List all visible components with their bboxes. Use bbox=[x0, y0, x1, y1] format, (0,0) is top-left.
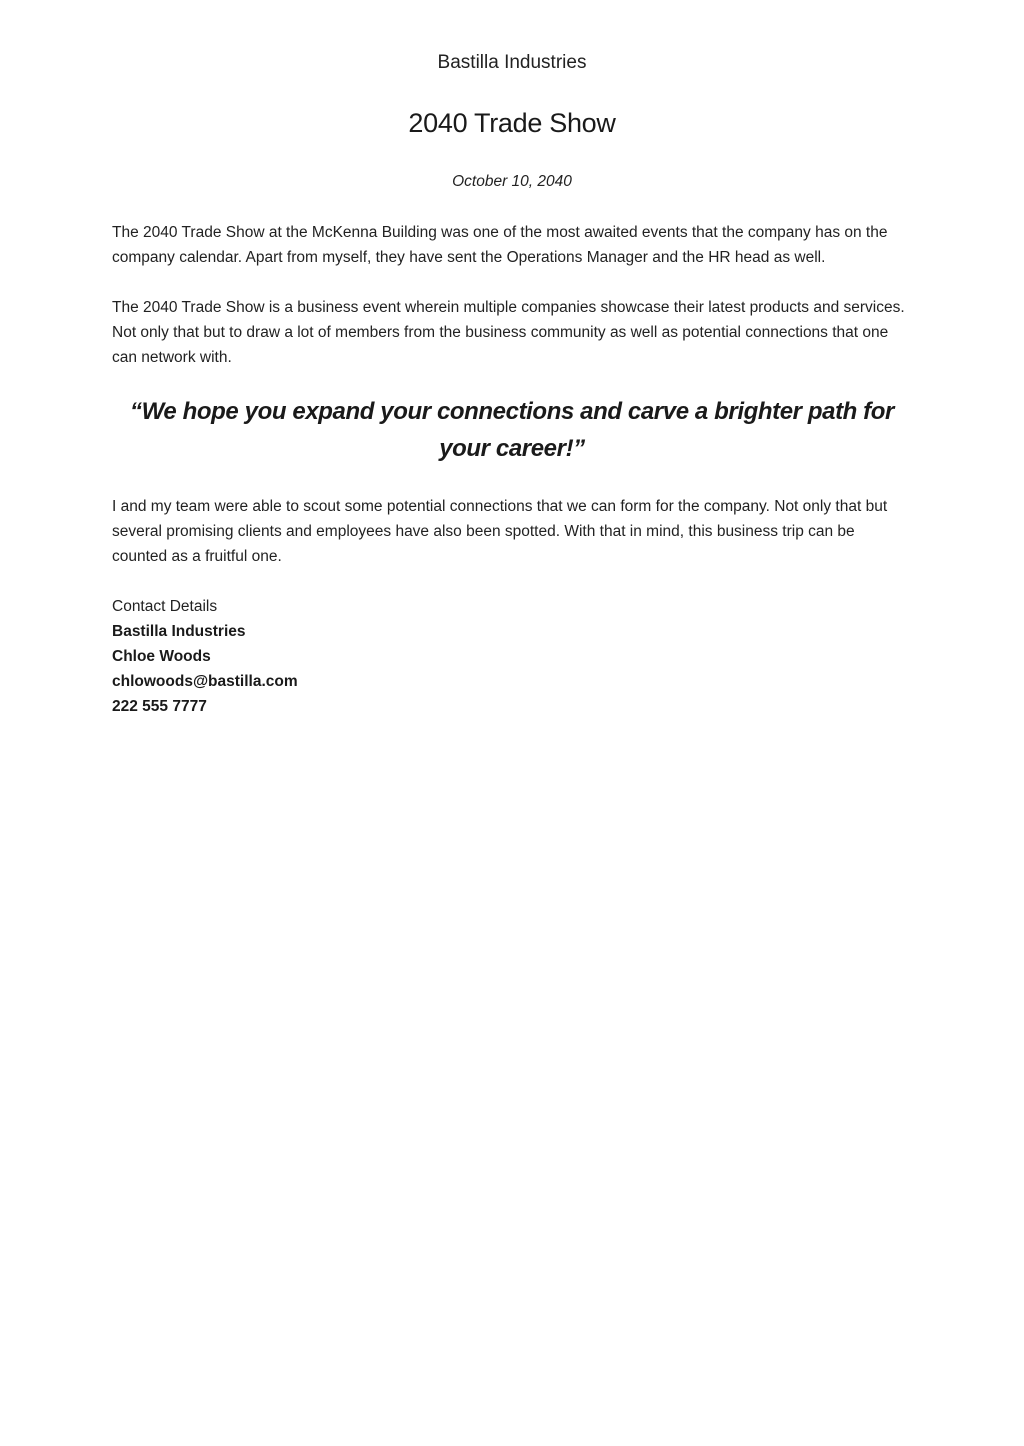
contact-phone: 222 555 7777 bbox=[112, 698, 207, 715]
body-paragraph-1: The 2040 Trade Show at the McKenna Building was one of the most awaited events that the company has on the company calendar. Apart from myself, they have sent the Operations Manager and the HR head as well. bbox=[112, 224, 888, 266]
company-name-header: Bastilla Industries bbox=[437, 52, 587, 73]
body-paragraph-3: I and my team were able to scout some potential connections that we can form for the company. Not only that but several promising clients and employees have also been spotted. With that in mind, this business trip can be counted as a fruitful one. bbox=[112, 498, 888, 565]
contact-name: Chloe Woods bbox=[112, 648, 211, 665]
contact-heading: Contact Details bbox=[112, 598, 218, 615]
contact-company: Bastilla Industries bbox=[112, 623, 246, 640]
body-paragraph-2: The 2040 Trade Show is a business event wherein multiple companies showcase their latest products and services. Not only that but to draw a lot of members from the business community as well as potential connections that one can network with. bbox=[112, 299, 905, 366]
document-date: October 10, 2040 bbox=[452, 173, 572, 190]
pull-quote: “We hope you expand your connections and carve a brighter path for your career!” bbox=[130, 398, 894, 462]
contact-details bbox=[112, 594, 912, 719]
document-title: 2040 Trade Show bbox=[408, 108, 616, 138]
contact-email: chlowoods@bastilla.com bbox=[112, 673, 298, 690]
